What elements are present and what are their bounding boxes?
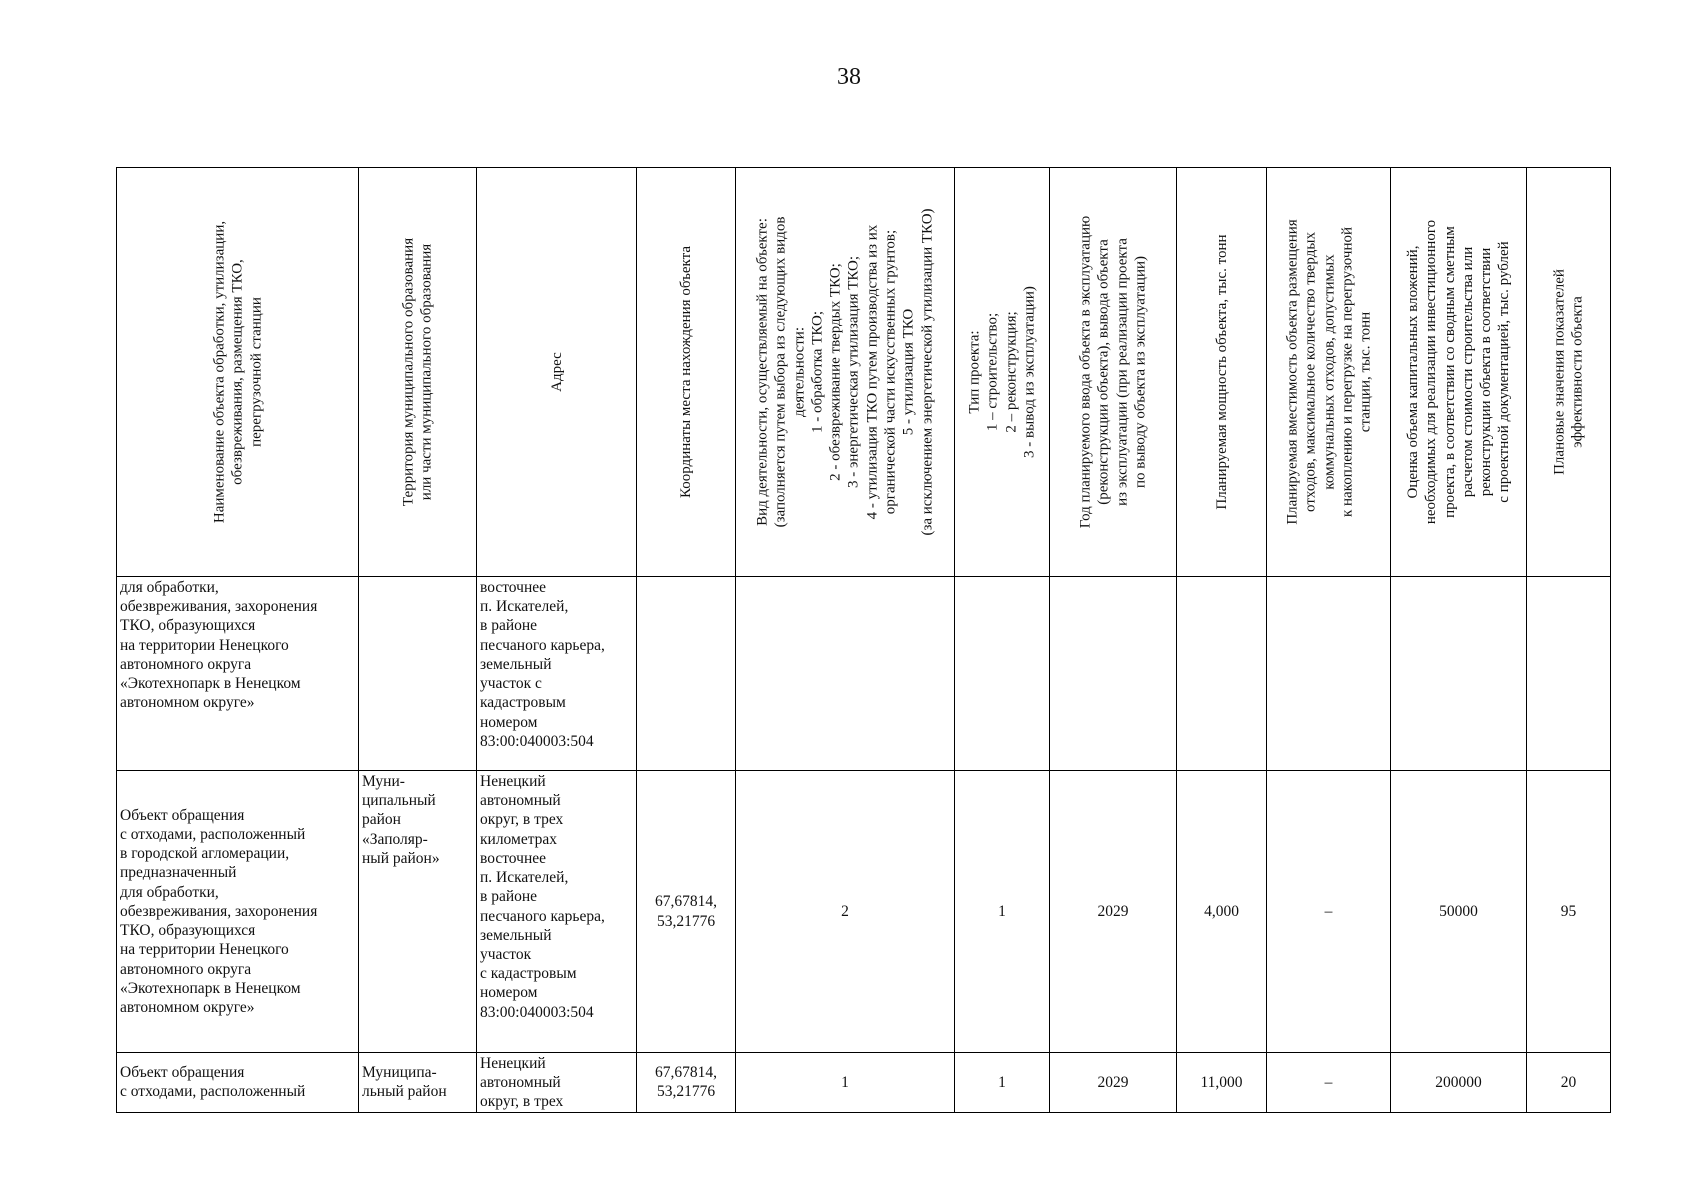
cell-line: ципальный bbox=[362, 792, 436, 810]
header-line: обезвреживания, размещения ТКО, bbox=[229, 259, 246, 485]
cell-storage bbox=[1267, 577, 1391, 771]
cell-activity bbox=[736, 577, 955, 771]
cell-line: Ненецкий bbox=[480, 1055, 546, 1072]
cell-project-type: 1 bbox=[955, 1053, 1050, 1113]
table-row bbox=[117, 771, 1611, 1053]
cell-line: Объект обращения bbox=[120, 1064, 245, 1082]
cell-investment: 200000 bbox=[1391, 1053, 1527, 1113]
cell-storage: – bbox=[1267, 1053, 1391, 1113]
cell-capacity: 11,000 bbox=[1177, 1053, 1267, 1113]
cell-line: округ, в трех bbox=[480, 811, 564, 829]
header-line: деятельности: bbox=[791, 326, 808, 418]
cell-name bbox=[117, 1053, 359, 1113]
header-investment bbox=[1391, 168, 1527, 577]
header-efficiency bbox=[1527, 168, 1611, 577]
header-line: реконструкции объекта в соответствии bbox=[1477, 247, 1494, 497]
header-line: по выводу объекта из эксплуатации) bbox=[1132, 255, 1149, 489]
cell-line: п. Искателей, bbox=[480, 869, 569, 887]
cell-line: льный район bbox=[362, 1083, 447, 1101]
header-line: с проектной документацией, тыс. рублей bbox=[1496, 241, 1513, 503]
cell-line: 53,21776 bbox=[656, 1083, 716, 1101]
header-line: 1 - обработка ТКО; bbox=[809, 310, 826, 434]
cell-line: предназначенный bbox=[120, 864, 237, 882]
cell-line: обезвреживания, захоронения bbox=[120, 598, 318, 616]
header-line: Оценка объема капитальных вложений, bbox=[1404, 245, 1421, 499]
cell-territory bbox=[359, 1053, 477, 1113]
header-line: (за исключением энергетической утилизации ТКО) bbox=[919, 208, 936, 536]
cell-line: 83:00:040003:504 bbox=[480, 1003, 594, 1021]
cell-year: 2029 bbox=[1050, 771, 1177, 1053]
cell-line: номером bbox=[480, 713, 538, 731]
cell-activity: 2 bbox=[736, 771, 955, 1053]
header-line: 4 - утилизация ТКО путем производства из их bbox=[864, 224, 881, 520]
header-row bbox=[117, 168, 1611, 577]
header-line: (заполняется путем выбора из следующих видов bbox=[772, 216, 789, 528]
header-line: Наименование объекта обработки, утилизации, bbox=[211, 220, 228, 524]
header-line: 1 – строительство; bbox=[984, 312, 1001, 432]
header-year bbox=[1050, 168, 1177, 577]
header-line: коммунальных отходов, допустимых bbox=[1320, 254, 1337, 490]
header-line: или части муниципального образования bbox=[418, 243, 435, 501]
cell-coordinates bbox=[637, 771, 736, 1053]
header-line: Координаты места нахождения объекта bbox=[677, 246, 694, 498]
header-line: Территория муниципального образования bbox=[400, 237, 417, 507]
cell-line: километрах bbox=[480, 830, 558, 848]
cell-line: 53,21776 bbox=[656, 912, 716, 930]
cell-line: номером bbox=[480, 984, 538, 1002]
cell-coordinates bbox=[637, 577, 736, 771]
header-line: 2 - обезвреживание твердых ТКО; bbox=[827, 263, 844, 481]
cell-efficiency bbox=[1527, 577, 1611, 771]
cell-line: «Экотехнопарк в Ненецком bbox=[120, 979, 301, 997]
header-line: отходов, максимальное количество твердых bbox=[1302, 232, 1319, 512]
cell-capacity: 4,000 bbox=[1177, 771, 1267, 1053]
header-line: расчетом стоимости строительства или bbox=[1459, 246, 1476, 498]
cell-line: участок bbox=[480, 945, 532, 963]
header-line: перегрузочной станции bbox=[247, 297, 264, 447]
cell-line: ТКО, образующихся bbox=[120, 922, 256, 940]
cell-line: район bbox=[362, 811, 401, 829]
header-storage-capacity bbox=[1267, 168, 1391, 577]
header-line: 3 - энергетическая утилизация ТКО; bbox=[846, 255, 862, 489]
header-coordinates bbox=[637, 168, 736, 577]
cell-line: на территории Ненецкого bbox=[120, 636, 289, 654]
header-line: проекта, в соответствии со сводным сметным bbox=[1441, 226, 1458, 518]
cell-line: обезвреживания, захоронения bbox=[120, 902, 318, 920]
cell-line: с отходами, расположенный bbox=[120, 826, 306, 844]
header-line: Вид деятельности, осуществляемый на объекте: bbox=[754, 218, 771, 526]
cell-line: в городской агломерации, bbox=[120, 845, 290, 863]
cell-line: земельный bbox=[480, 655, 552, 673]
header-capacity bbox=[1177, 168, 1267, 577]
cell-line: восточнее bbox=[480, 849, 546, 867]
header-territory bbox=[359, 168, 477, 577]
cell-line: для обработки, bbox=[120, 579, 219, 596]
cell-line: Муниципа- bbox=[362, 1064, 437, 1082]
header-line: 5 - утилизация ТКО bbox=[900, 308, 917, 436]
cell-efficiency: 20 bbox=[1527, 1053, 1611, 1113]
cell-address bbox=[477, 577, 637, 771]
cell-line: Ненецкий bbox=[480, 773, 546, 790]
cell-name bbox=[117, 771, 359, 1053]
table-row bbox=[117, 577, 1611, 771]
header-line: Адрес bbox=[548, 352, 565, 392]
cell-line: для обработки, bbox=[120, 883, 219, 901]
cell-investment: 50000 bbox=[1391, 771, 1527, 1053]
cell-line: 83:00:040003:504 bbox=[480, 732, 594, 750]
waste-objects-table bbox=[116, 167, 1611, 1113]
header-line: эффективности объекта bbox=[1569, 296, 1586, 448]
cell-line: ТКО, образующихся bbox=[120, 617, 256, 635]
header-line: из эксплуатации (при реализации проекта bbox=[1114, 238, 1130, 506]
header-line: 3 - вывод из эксплуатации) bbox=[1021, 286, 1038, 458]
cell-activity: 1 bbox=[736, 1053, 955, 1113]
header-project-type bbox=[955, 168, 1050, 577]
cell-line: восточнее bbox=[480, 579, 546, 596]
cell-line: с кадастровым bbox=[480, 965, 577, 983]
cell-territory bbox=[359, 771, 477, 1053]
cell-line: в районе bbox=[480, 888, 538, 906]
cell-storage: – bbox=[1267, 771, 1391, 1053]
cell-capacity bbox=[1177, 577, 1267, 771]
cell-line: 67,67814, bbox=[655, 893, 717, 911]
cell-line: Муни- bbox=[362, 773, 405, 790]
cell-coordinates bbox=[637, 1053, 736, 1113]
cell-investment bbox=[1391, 577, 1527, 771]
cell-line: автономном округе» bbox=[120, 694, 255, 712]
header-name bbox=[117, 168, 359, 577]
cell-address bbox=[477, 1053, 637, 1113]
header-line: Год планируемого ввода объекта в эксплуатацию bbox=[1077, 215, 1094, 529]
cell-line: п. Искателей, bbox=[480, 598, 569, 616]
cell-line: Объект обращения bbox=[120, 806, 245, 824]
cell-line: с отходами, расположенный bbox=[120, 1083, 306, 1101]
header-line: Планируемая вместимость объекта размещения bbox=[1283, 219, 1300, 525]
cell-line: автономный bbox=[480, 1074, 561, 1092]
cell-line: в районе bbox=[480, 617, 538, 635]
cell-project-type: 1 bbox=[955, 771, 1050, 1053]
cell-line: участок с bbox=[480, 675, 542, 693]
page-number: 38 bbox=[837, 64, 861, 90]
cell-line: автономного округа bbox=[120, 655, 252, 673]
cell-line: песчаного карьера, bbox=[480, 907, 605, 925]
cell-line: на территории Ненецкого bbox=[120, 941, 289, 959]
table-row bbox=[117, 1053, 1611, 1113]
cell-line: 67,67814, bbox=[655, 1064, 717, 1082]
header-line: станции, тыс. тонн bbox=[1356, 311, 1373, 433]
cell-line: автономном округе» bbox=[120, 998, 255, 1016]
header-line: органической части искусственных грунтов; bbox=[882, 229, 899, 515]
cell-line: земельный bbox=[480, 926, 552, 944]
header-line: Тип проекта: bbox=[966, 330, 983, 414]
header-line: необходимых для реализации инвестиционного bbox=[1422, 219, 1439, 525]
cell-line: автономный bbox=[480, 792, 561, 810]
header-line: Плановые значения показателей bbox=[1551, 269, 1568, 475]
cell-line: «Экотехнопарк в Ненецком bbox=[120, 675, 301, 693]
cell-line: «Заполяр- bbox=[362, 830, 428, 848]
cell-line: кадастровым bbox=[480, 694, 566, 712]
cell-address bbox=[477, 771, 637, 1053]
header-line: Планируемая мощность объекта, тыс. тонн bbox=[1213, 234, 1230, 510]
cell-year: 2029 bbox=[1050, 1053, 1177, 1113]
cell-territory bbox=[359, 577, 477, 771]
cell-line: автономного округа bbox=[120, 960, 252, 978]
cell-line: округ, в трех bbox=[480, 1093, 564, 1111]
cell-efficiency: 95 bbox=[1527, 771, 1611, 1053]
cell-project-type bbox=[955, 577, 1050, 771]
header-line: 2 – реконструкция; bbox=[1003, 311, 1019, 433]
header-activity-type bbox=[736, 168, 955, 577]
cell-name bbox=[117, 577, 359, 771]
header-line: (реконструкции объекта), вывода объекта bbox=[1095, 239, 1112, 505]
header-line: к накоплению и перегрузке на перегрузочной bbox=[1338, 226, 1355, 518]
cell-year bbox=[1050, 577, 1177, 771]
header-address bbox=[477, 168, 637, 577]
cell-line: ный район» bbox=[362, 849, 440, 867]
cell-line: песчаного карьера, bbox=[480, 636, 605, 654]
